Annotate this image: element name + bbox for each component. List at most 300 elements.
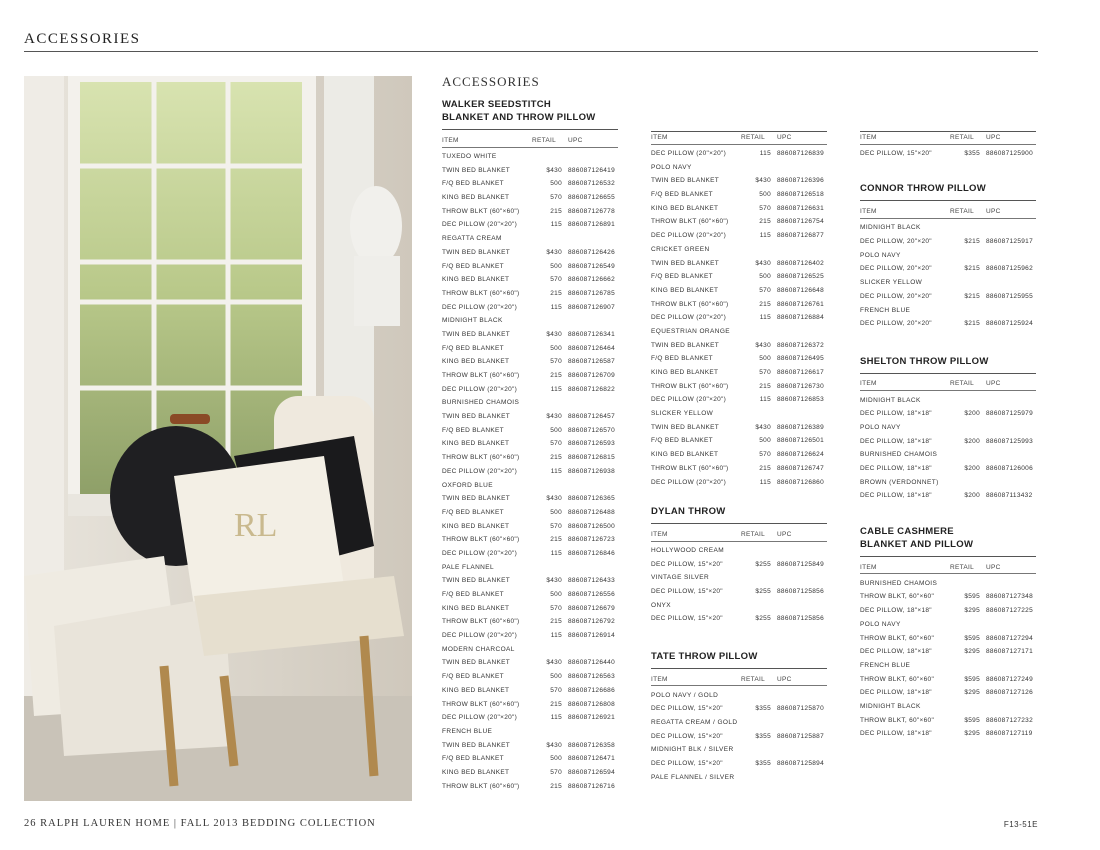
table-body [651, 147, 827, 489]
table-row [651, 284, 827, 298]
table-row [651, 338, 827, 352]
cell-item: DEC PILLOW (20"×20") [651, 150, 727, 158]
page-code: F13-51E [1003, 820, 1038, 829]
table-row [651, 379, 827, 393]
cell-retail: $295 [964, 648, 980, 656]
cell-upc: 886087126631 [777, 204, 824, 212]
cell-upc: 886087126518 [777, 191, 824, 199]
table-row [860, 434, 1036, 448]
cell-item: DEC PILLOW, 15"×20" [651, 705, 723, 713]
cell-item: THROW BLKT (60"×60") [651, 300, 729, 308]
cell-retail: 500 [550, 673, 562, 681]
cell-upc: 886087126389 [777, 423, 824, 431]
cell-item: DEC PILLOW (20"×20") [442, 221, 518, 229]
table-row [860, 317, 1036, 331]
table-row [442, 341, 618, 355]
color-label: MIDNIGHT BLACK [442, 317, 503, 325]
cell-retail: 115 [550, 221, 562, 229]
table-row [651, 270, 827, 284]
page-header-title: ACCESSORIES [24, 31, 141, 47]
cell-upc: 886087126884 [777, 314, 824, 322]
table-row [860, 604, 1036, 618]
svg-text:RL: RL [234, 507, 278, 544]
table-row [860, 147, 1036, 161]
cell-upc: 886087127294 [986, 634, 1033, 642]
cell-upc: 886087126501 [777, 437, 824, 445]
color-label: PALE FLANNEL [442, 563, 495, 571]
cell-item: DEC PILLOW (20"×20") [442, 714, 518, 722]
table-row [651, 311, 827, 325]
color-label: PALE FLANNEL / SILVER [651, 773, 735, 781]
cell-item: DEC PILLOW (20"×20") [442, 385, 518, 393]
color-label: CRICKET GREEN [651, 245, 710, 253]
cell-retail: 215 [550, 536, 562, 544]
cell-upc: 886087126846 [568, 549, 615, 557]
cell-retail: 570 [759, 286, 771, 294]
cell-item: KING BED BLANKET [442, 768, 510, 776]
cell-upc: 886087126891 [568, 221, 615, 229]
cell-retail: 215 [550, 289, 562, 297]
cell-upc: 886087127126 [986, 689, 1033, 697]
cell-item: TWIN BED BLANKET [442, 495, 511, 503]
cell-item: KING BED BLANKET [651, 369, 719, 377]
cell-retail: 500 [759, 355, 771, 363]
cell-item: KING BED BLANKET [442, 522, 510, 530]
cell-retail: 115 [550, 385, 562, 393]
cell-item: THROW BLKT (60"×60") [442, 207, 520, 215]
table-row [651, 297, 827, 311]
cell-retail: 115 [759, 150, 771, 158]
table-row [860, 489, 1036, 503]
table-header: ITEM RETAIL UPC [860, 561, 1036, 575]
cell-upc: 886087126648 [777, 286, 824, 294]
cell-retail: $430 [546, 577, 562, 585]
cell-retail: $255 [755, 587, 771, 595]
table-header: ITEM RETAIL UPC [860, 205, 1036, 219]
cell-retail: $430 [755, 341, 771, 349]
cell-upc: 886087127225 [986, 607, 1033, 615]
cell-item: THROW BLKT (60"×60") [442, 454, 520, 462]
table-row [442, 437, 618, 451]
cell-upc: 886087125894 [777, 760, 824, 768]
cell-upc: 886087125856 [777, 587, 824, 595]
cell-upc: 886087126686 [568, 686, 615, 694]
cell-retail: $595 [964, 675, 980, 683]
cell-retail: $200 [964, 437, 980, 445]
cell-upc: 886087126525 [777, 273, 824, 281]
table-row [442, 191, 618, 205]
cell-upc: 886087126754 [777, 218, 824, 226]
cell-retail: 500 [550, 508, 562, 516]
cell-retail: 570 [550, 686, 562, 694]
cell-item: DEC PILLOW (20"×20") [651, 478, 727, 486]
table-row [651, 352, 827, 366]
table-row [860, 462, 1036, 476]
color-label: ONYX [651, 601, 672, 609]
table-row [442, 300, 618, 314]
table-row [651, 448, 827, 462]
cell-retail: 500 [759, 191, 771, 199]
cell-retail: 115 [550, 549, 562, 557]
cell-item: THROW BLKT (60"×60") [442, 289, 520, 297]
cell-upc: 886087126495 [777, 355, 824, 363]
cell-upc: 886087126938 [568, 467, 615, 475]
cell-upc: 886087126372 [777, 341, 824, 349]
color-label: BROWN (VERDONNET) [860, 478, 939, 486]
table-body [860, 393, 1036, 503]
table-row [442, 177, 618, 191]
cell-upc: 886087126006 [986, 465, 1033, 473]
color-label: FRENCH BLUE [860, 661, 911, 669]
color-label: MODERN CHARCOAL [442, 645, 515, 653]
product-photo [24, 76, 412, 801]
table-row [442, 519, 618, 533]
cell-item: THROW BLKT, 60"×60" [860, 634, 935, 642]
cell-retail: $430 [755, 423, 771, 431]
cell-item: F/Q BED BLANKET [442, 591, 504, 599]
cell-retail: $430 [755, 177, 771, 185]
table-row [442, 697, 618, 711]
column-3 [860, 131, 1036, 741]
cell-item: F/Q BED BLANKET [442, 262, 504, 270]
cell-retail: 215 [550, 454, 562, 462]
table-row [651, 729, 827, 743]
table-row [442, 766, 618, 780]
cell-upc: 886087126440 [568, 659, 615, 667]
table-row [442, 163, 618, 177]
cell-retail: 500 [550, 262, 562, 270]
table-header: ITEM RETAIL UPC [860, 378, 1036, 392]
cell-upc: 886087126549 [568, 262, 615, 270]
cell-item: TWIN BED BLANKET [442, 577, 511, 585]
cell-retail: 215 [550, 700, 562, 708]
cell-item: KING BED BLANKET [442, 358, 510, 366]
cell-item: TWIN BED BLANKET [442, 330, 511, 338]
cell-upc: 886087126563 [568, 673, 615, 681]
cell-item: F/Q BED BLANKET [442, 344, 504, 352]
table-row [860, 235, 1036, 249]
cell-item: KING BED BLANKET [651, 451, 719, 459]
cell-upc: 886087126860 [777, 478, 824, 486]
cell-retail: 115 [550, 303, 562, 311]
cell-upc: 886087126341 [568, 330, 615, 338]
table-row [651, 393, 827, 407]
cell-upc: 886087125887 [777, 732, 824, 740]
product-title-shelton: SHELTON THROW PILLOW [860, 355, 1036, 374]
cell-retail: $200 [964, 410, 980, 418]
cell-retail: $355 [755, 705, 771, 713]
table-row [651, 366, 827, 380]
cell-item: TWIN BED BLANKET [442, 413, 511, 421]
cell-retail: $430 [546, 495, 562, 503]
product-title-connor: CONNOR THROW PILLOW [860, 182, 1036, 201]
cell-upc: 886087126358 [568, 741, 615, 749]
cell-upc: 886087126716 [568, 782, 615, 790]
cell-upc: 886087125917 [986, 238, 1033, 246]
table-row [442, 204, 618, 218]
cell-upc: 886087126792 [568, 618, 615, 626]
table-header: ITEM RETAIL UPC [860, 131, 1036, 145]
cell-item: DEC PILLOW, 15"×20" [651, 560, 723, 568]
color-label: MIDNIGHT BLK / SILVER [651, 746, 734, 754]
cell-retail: $430 [546, 741, 562, 749]
table-row [442, 779, 618, 793]
table-row [442, 752, 618, 766]
cell-retail: 215 [550, 207, 562, 215]
table-row [651, 174, 827, 188]
table-row [860, 631, 1036, 645]
cell-retail: $215 [964, 265, 980, 273]
cell-item: KING BED BLANKET [651, 204, 719, 212]
cell-item: KING BED BLANKET [651, 286, 719, 294]
cell-item: TWIN BED BLANKET [651, 177, 720, 185]
cell-retail: $355 [964, 150, 980, 158]
column-2 [651, 131, 827, 784]
cell-upc: 886087126488 [568, 508, 615, 516]
cell-retail: $595 [964, 716, 980, 724]
cell-retail: $215 [964, 320, 980, 328]
cell-retail: $255 [755, 615, 771, 623]
table-row [651, 475, 827, 489]
cell-item: THROW BLKT (60"×60") [442, 536, 520, 544]
table-row [651, 420, 827, 434]
color-label: MIDNIGHT BLACK [860, 702, 921, 710]
cell-upc: 886087126402 [777, 259, 824, 267]
cell-retail: 215 [759, 218, 771, 226]
cell-item: TWIN BED BLANKET [442, 659, 511, 667]
cell-item: KING BED BLANKET [442, 194, 510, 202]
cell-upc: 886087126808 [568, 700, 615, 708]
table-body [651, 544, 827, 626]
cell-upc: 886087126556 [568, 591, 615, 599]
cell-item: F/Q BED BLANKET [651, 437, 713, 445]
table-row [442, 670, 618, 684]
cell-upc: 886087126655 [568, 194, 615, 202]
cell-retail: 570 [759, 451, 771, 459]
cell-upc: 886087126594 [568, 768, 615, 776]
color-label: BURNISHED CHAMOIS [860, 579, 938, 587]
cell-upc: 886087126815 [568, 454, 615, 462]
table-row [651, 462, 827, 476]
cell-retail: $295 [964, 730, 980, 738]
cell-item: DEC PILLOW, 20"×20" [860, 292, 932, 300]
cell-item: DEC PILLOW, 15"×20" [651, 760, 723, 768]
table-row [442, 451, 618, 465]
cell-upc: 886087126532 [568, 180, 615, 188]
cell-upc: 886087126730 [777, 382, 824, 390]
cell-upc: 886087125870 [777, 705, 824, 713]
cell-retail: 500 [550, 426, 562, 434]
cell-retail: 570 [550, 276, 562, 284]
table-row [442, 382, 618, 396]
cell-upc: 886087126679 [568, 604, 615, 612]
cell-upc: 886087126593 [568, 440, 615, 448]
cell-retail: $355 [755, 760, 771, 768]
page-footer: 26 RALPH LAUREN HOME | FALL 2013 BEDDING COLLECTION [24, 818, 376, 829]
cell-retail: 570 [759, 369, 771, 377]
cell-item: TWIN BED BLANKET [442, 741, 511, 749]
cell-item: F/Q BED BLANKET [442, 755, 504, 763]
table-row [442, 259, 618, 273]
cell-retail: 500 [759, 437, 771, 445]
color-label: REGATTA CREAM / GOLD [651, 719, 738, 727]
cell-upc: 886087125955 [986, 292, 1033, 300]
cell-upc: 886087126822 [568, 385, 615, 393]
table-row [442, 574, 618, 588]
cell-retail: 570 [550, 358, 562, 366]
table-row [651, 215, 827, 229]
cell-retail: 115 [550, 632, 562, 640]
cell-retail: $200 [964, 465, 980, 473]
cell-retail: 500 [550, 180, 562, 188]
cell-item: F/Q BED BLANKET [442, 508, 504, 516]
table-row [442, 273, 618, 287]
cell-upc: 886087127348 [986, 593, 1033, 601]
cell-item: DEC PILLOW, 18"×18" [860, 492, 932, 500]
table-row [651, 229, 827, 243]
cell-upc: 886087126853 [777, 396, 824, 404]
cell-retail: 570 [550, 522, 562, 530]
color-label: MIDNIGHT BLACK [860, 224, 921, 232]
cell-upc: 886087126761 [777, 300, 824, 308]
table-header: ITEM RETAIL UPC [651, 528, 827, 542]
cell-item: DEC PILLOW (20"×20") [651, 314, 727, 322]
cell-upc: 886087126419 [568, 166, 615, 174]
cell-upc: 886087125962 [986, 265, 1033, 273]
cell-item: DEC PILLOW (20"×20") [651, 232, 727, 240]
table-row [651, 147, 827, 161]
table-row [860, 645, 1036, 659]
table-row [442, 615, 618, 629]
color-label: HOLLYWOOD CREAM [651, 546, 725, 554]
cell-item: KING BED BLANKET [442, 440, 510, 448]
color-label: SLICKER YELLOW [860, 279, 923, 287]
table-row [651, 557, 827, 571]
table-row [860, 727, 1036, 741]
cell-item: TWIN BED BLANKET [651, 341, 720, 349]
cell-item: F/Q BED BLANKET [651, 191, 713, 199]
cell-retail: 570 [550, 768, 562, 776]
cell-retail: 500 [550, 591, 562, 599]
cell-item: THROW BLKT, 60"×60" [860, 593, 935, 601]
cell-retail: 500 [550, 755, 562, 763]
cell-item: THROW BLKT (60"×60") [651, 218, 729, 226]
cell-upc: 886087127171 [986, 648, 1033, 656]
product-title-walker: WALKER SEEDSTITCH BLANKET AND THROW PILLOW [442, 98, 618, 130]
cell-retail: $295 [964, 607, 980, 615]
cell-upc: 886087126747 [777, 464, 824, 472]
cell-upc: 886087126457 [568, 413, 615, 421]
table-row [442, 547, 618, 561]
cell-retail: 115 [759, 478, 771, 486]
cell-upc: 886087126365 [568, 495, 615, 503]
table-row [860, 590, 1036, 604]
cell-item: DEC PILLOW, 20"×20" [860, 320, 932, 328]
cell-retail: $430 [546, 659, 562, 667]
cell-item: DEC PILLOW, 18"×18" [860, 689, 932, 697]
table-header: ITEM RETAIL UPC [651, 131, 827, 145]
color-label: POLO NAVY [860, 423, 901, 431]
cell-upc: 886087127232 [986, 716, 1033, 724]
table-row [651, 256, 827, 270]
table-header: ITEM RETAIL UPC [651, 673, 827, 687]
cell-item: F/Q BED BLANKET [651, 273, 713, 281]
cell-retail: 215 [759, 300, 771, 308]
table-body [860, 147, 1036, 161]
photo-illustration [24, 76, 412, 801]
table-row [860, 262, 1036, 276]
cell-item: DEC PILLOW (20"×20") [442, 467, 518, 475]
color-label: FRENCH BLUE [860, 306, 911, 314]
cell-retail: 115 [759, 396, 771, 404]
cell-upc: 886087125924 [986, 320, 1033, 328]
cell-retail: $255 [755, 560, 771, 568]
cell-upc: 886087126396 [777, 177, 824, 185]
cell-item: DEC PILLOW, 20"×20" [860, 238, 932, 246]
cell-retail: 215 [759, 464, 771, 472]
table-row [442, 533, 618, 547]
cell-retail: 570 [759, 204, 771, 212]
cell-item: DEC PILLOW, 15"×20" [651, 587, 723, 595]
cell-item: DEC PILLOW, 15"×20" [651, 615, 723, 623]
cell-item: F/Q BED BLANKET [442, 180, 504, 188]
cell-upc: 886087126471 [568, 755, 615, 763]
cell-retail: 570 [550, 194, 562, 202]
table-row [442, 601, 618, 615]
cell-retail: $430 [546, 166, 562, 174]
cell-upc: 886087126914 [568, 632, 615, 640]
color-label: BURNISHED CHAMOIS [860, 451, 938, 459]
cell-retail: 215 [550, 782, 562, 790]
cell-item: THROW BLKT (60"×60") [442, 372, 520, 380]
cell-retail: $200 [964, 492, 980, 500]
cell-item: DEC PILLOW, 18"×18" [860, 465, 932, 473]
cell-item: DEC PILLOW, 18"×18" [860, 607, 932, 615]
cell-item: TWIN BED BLANKET [651, 259, 720, 267]
table-row [651, 757, 827, 771]
table-row [442, 656, 618, 670]
table-body [860, 576, 1036, 740]
cell-upc: 886087126464 [568, 344, 615, 352]
cell-upc: 886087125900 [986, 150, 1033, 158]
cell-upc: 886087126617 [777, 369, 824, 377]
table-row [651, 585, 827, 599]
cell-item: THROW BLKT (60"×60") [651, 464, 729, 472]
cell-item: F/Q BED BLANKET [442, 673, 504, 681]
color-label: EQUESTRIAN ORANGE [651, 327, 731, 335]
cell-retail: 215 [759, 382, 771, 390]
color-label: POLO NAVY [651, 163, 692, 171]
cell-item: TWIN BED BLANKET [442, 166, 511, 174]
cell-item: DEC PILLOW, 20"×20" [860, 265, 932, 273]
cell-retail: $595 [964, 634, 980, 642]
cell-retail: 570 [550, 604, 562, 612]
cell-upc: 886087126500 [568, 522, 615, 530]
table-row [442, 287, 618, 301]
color-label: TUXEDO WHITE [442, 153, 497, 161]
cell-retail: $595 [964, 593, 980, 601]
cell-upc: 886087113432 [986, 492, 1033, 500]
cell-upc: 886087125856 [777, 615, 824, 623]
table-row [442, 355, 618, 369]
table-row [442, 246, 618, 260]
table-body [860, 221, 1036, 331]
cell-item: DEC PILLOW, 15"×20" [860, 150, 932, 158]
cell-retail: $295 [964, 689, 980, 697]
cell-item: DEC PILLOW (20"×20") [651, 396, 727, 404]
color-label: POLO NAVY [860, 251, 901, 259]
table-row [442, 492, 618, 506]
